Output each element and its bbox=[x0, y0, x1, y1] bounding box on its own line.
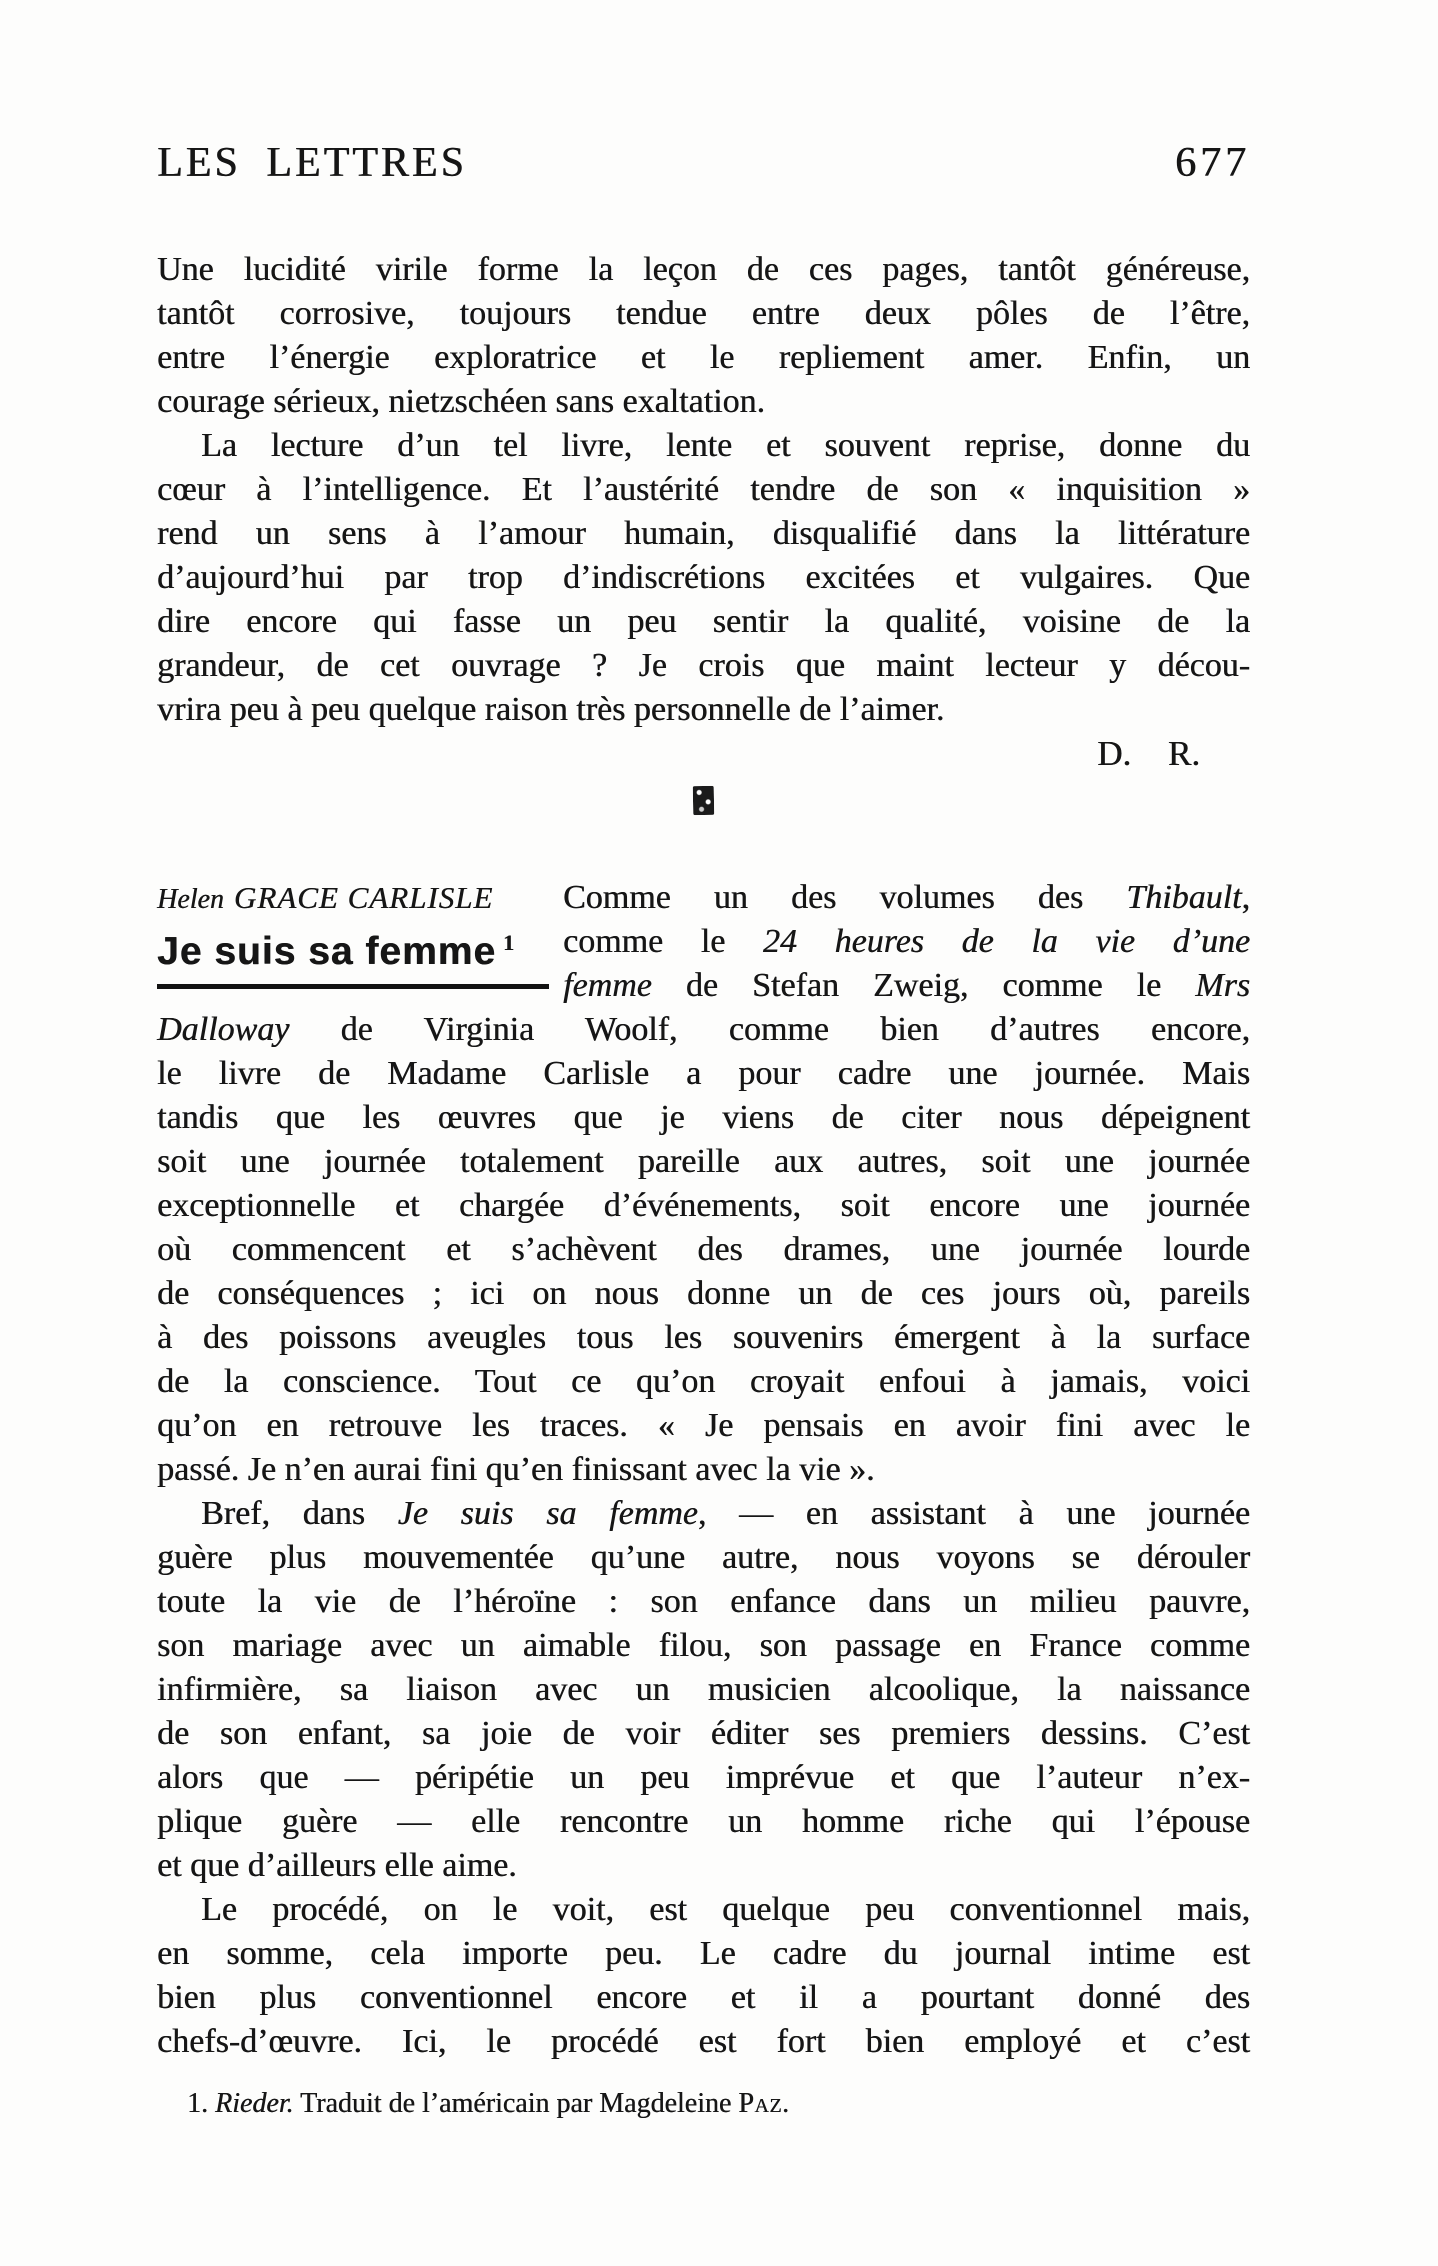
text-line: plique guère — elle rencontre un homme riche qui l’épouse bbox=[157, 1803, 1250, 1840]
book-label bbox=[157, 876, 549, 1008]
author-first-name: Helen bbox=[157, 884, 224, 915]
text-line: de la conscience. Tout ce qu’on croyait enfoui à jamais, voici bbox=[157, 1363, 1250, 1400]
text-line: et que d’ailleurs elle aime. bbox=[157, 1847, 517, 1884]
footnote-publisher: Rieder. bbox=[215, 2088, 294, 2119]
author-last-name: GRACE CARLISLE bbox=[233, 880, 494, 915]
text-line: tantôt corrosive, toujours tendue entre deux pôles de l’être, bbox=[157, 295, 1250, 332]
text-line: courage sérieux, nietzschéen sans exaltation. bbox=[157, 383, 765, 420]
text-line: d’aujourd’hui par trop d’indiscrétions excitées et vulgaires. Que bbox=[157, 559, 1250, 596]
text-line: comme le 24 heures de la vie d’une bbox=[563, 923, 1250, 960]
book-title-text: Je suis sa femme bbox=[157, 930, 497, 973]
text-line: Bref, dans Je suis sa femme, — en assistant à une journée bbox=[201, 1495, 1250, 1532]
text-line: Le procédé, on le voit, est quelque peu conventionnel mais, bbox=[201, 1891, 1250, 1928]
article-paragraphs bbox=[157, 248, 1250, 732]
footnote-text: Traduit de l’américain par Magdeleine bbox=[300, 2088, 732, 2119]
footnote-translator: Paz bbox=[738, 2088, 783, 2119]
text-line: à des poissons aveugles tous les souvenirs émergent à la surface bbox=[157, 1319, 1250, 1356]
review-paragraphs bbox=[157, 876, 1250, 2064]
text-line: Une lucidité virile forme la leçon de ces pages, tantôt généreuse, bbox=[157, 251, 1250, 288]
book-author bbox=[157, 876, 549, 920]
paragraph bbox=[157, 248, 1250, 424]
article-body bbox=[157, 248, 1250, 2122]
footnote bbox=[157, 2086, 1250, 2122]
section-ornament-icon bbox=[693, 786, 715, 815]
book-title bbox=[157, 920, 549, 975]
text-line: bien plus conventionnel encore et il a pourtant donné des bbox=[157, 1979, 1250, 2016]
page-header bbox=[157, 140, 1250, 186]
text-line: tandis que les œuvres que je viens de citer nous dépeignent bbox=[157, 1099, 1250, 1136]
text-line: dire encore qui fasse un peu sentir la qualité, voisine de la bbox=[157, 603, 1250, 640]
page-number: 677 bbox=[1175, 140, 1250, 186]
paragraph bbox=[157, 1888, 1250, 2064]
text-line: qu’on en retrouve les traces. « Je pensais en avoir fini avec le bbox=[157, 1407, 1250, 1444]
text-line: vrira peu à peu quelque raison très personnelle de l’aimer. bbox=[157, 691, 945, 728]
text-line: guère plus mouvementée qu’une autre, nous voyons se dérouler bbox=[157, 1539, 1250, 1576]
text-line: le livre de Madame Carlisle a pour cadre une journée. Mais bbox=[157, 1055, 1250, 1092]
text-line: soit une journée totalement pareille aux autres, soit une journée bbox=[157, 1143, 1250, 1180]
text-line: de conséquences ; ici on nous donne un de ces jours où, pareils bbox=[157, 1275, 1250, 1312]
footnote-marker: 1 bbox=[503, 930, 516, 955]
text-line: en somme, cela importe peu. Le cadre du journal intime est bbox=[157, 1935, 1250, 1972]
text-line: La lecture d’un tel livre, lente et souvent reprise, donne du bbox=[201, 427, 1250, 464]
text-line: cœur à l’intelligence. Et l’austérité tendre de son « inquisition » bbox=[157, 471, 1250, 508]
footnote-number: 1. bbox=[187, 2088, 208, 2119]
text-line: exceptionnelle et chargée d’événements, soit encore une journée bbox=[157, 1187, 1250, 1224]
text-line: passé. Je n’en aurai fini qu’en finissant avec la vie ». bbox=[157, 1451, 875, 1488]
text-line: entre l’énergie exploratrice et le repliement amer. Enfin, un bbox=[157, 339, 1250, 376]
page-content bbox=[157, 140, 1250, 2122]
title-underline bbox=[157, 984, 549, 989]
text-line: son mariage avec un aimable filou, son passage en France comme bbox=[157, 1627, 1250, 1664]
text-line: toute la vie de l’héroïne : son enfance dans un milieu pauvre, bbox=[157, 1583, 1250, 1620]
text-line: Comme un des volumes des Thibault, bbox=[563, 879, 1250, 916]
text-line: alors que — péripétie un peu imprévue et que l’auteur n’ex- bbox=[157, 1759, 1250, 1796]
footnote-period: . bbox=[782, 2088, 790, 2119]
text-line: Dalloway de Virginia Woolf, comme bien d’autres encore, bbox=[157, 1011, 1250, 1048]
text-line: femme de Stefan Zweig, comme le Mrs bbox=[563, 967, 1250, 1004]
text-line: rend un sens à l’amour humain, disqualifié dans la littérature bbox=[157, 515, 1250, 552]
text-line: chefs-d’œuvre. Ici, le procédé est fort bien employé et c’est bbox=[157, 2023, 1250, 2060]
text-line: infirmière, sa liaison avec un musicien alcoolique, la naissance bbox=[157, 1671, 1250, 1708]
running-title: LES LETTRES bbox=[157, 140, 467, 186]
paragraph bbox=[157, 1492, 1250, 1888]
text-line: grandeur, de cet ouvrage ? Je crois que maint lecteur y décou- bbox=[157, 647, 1250, 684]
reviewer-initials: D. R. bbox=[1097, 734, 1200, 773]
book-review bbox=[157, 876, 1250, 2064]
text-line: de son enfant, sa joie de voir éditer ses premiers dessins. C’est bbox=[157, 1715, 1250, 1752]
ornament-row bbox=[157, 776, 1250, 820]
text-line: où commencent et s’achèvent des drames, une journée lourde bbox=[157, 1231, 1250, 1268]
paragraph bbox=[157, 424, 1250, 732]
